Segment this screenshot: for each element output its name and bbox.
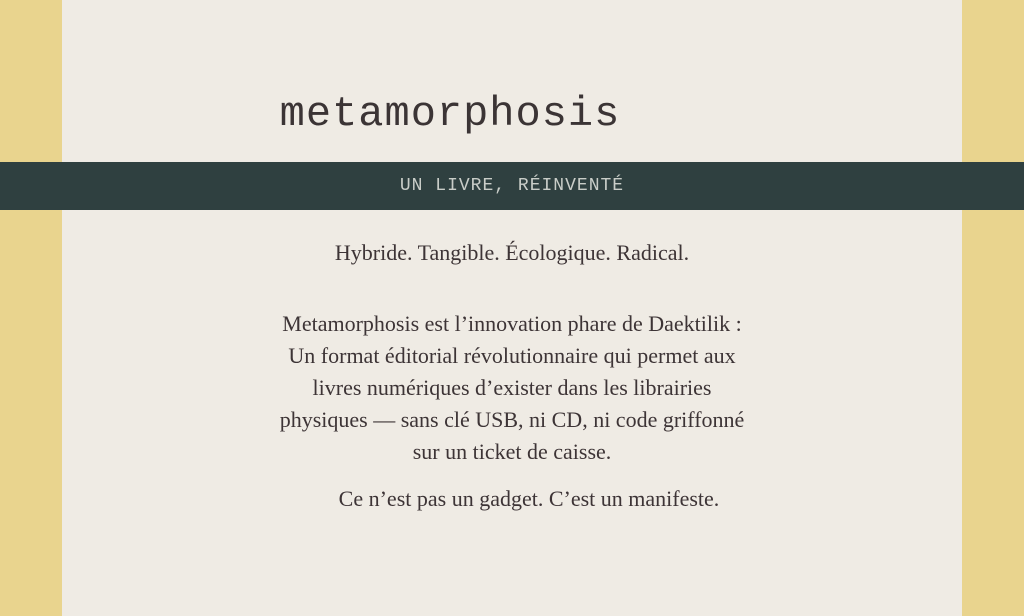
page-title: metamorphosis [279,90,621,138]
manifesto-statement: Ce n’est pas un gadget. C’est un manifeste. [338,486,720,511]
banner-text: UN LIVRE, RÉINVENTÉ [399,176,625,196]
description-line: livres numériques d’exister dans les librairies [312,375,712,400]
description-paragraph [232,308,792,468]
tagline: Hybride. Tangible. Écologique. Radical. [334,240,690,265]
description-line: Metamorphosis est l’innovation phare de Daektilik : [282,311,742,336]
subtitle-banner [0,162,1024,210]
description-line: physiques — sans clé USB, ni CD, ni code griffonné [279,407,745,432]
description-line: Un format éditorial révolutionnaire qui permet aux [288,343,736,368]
description-line: sur un ticket de caisse. [412,439,612,464]
